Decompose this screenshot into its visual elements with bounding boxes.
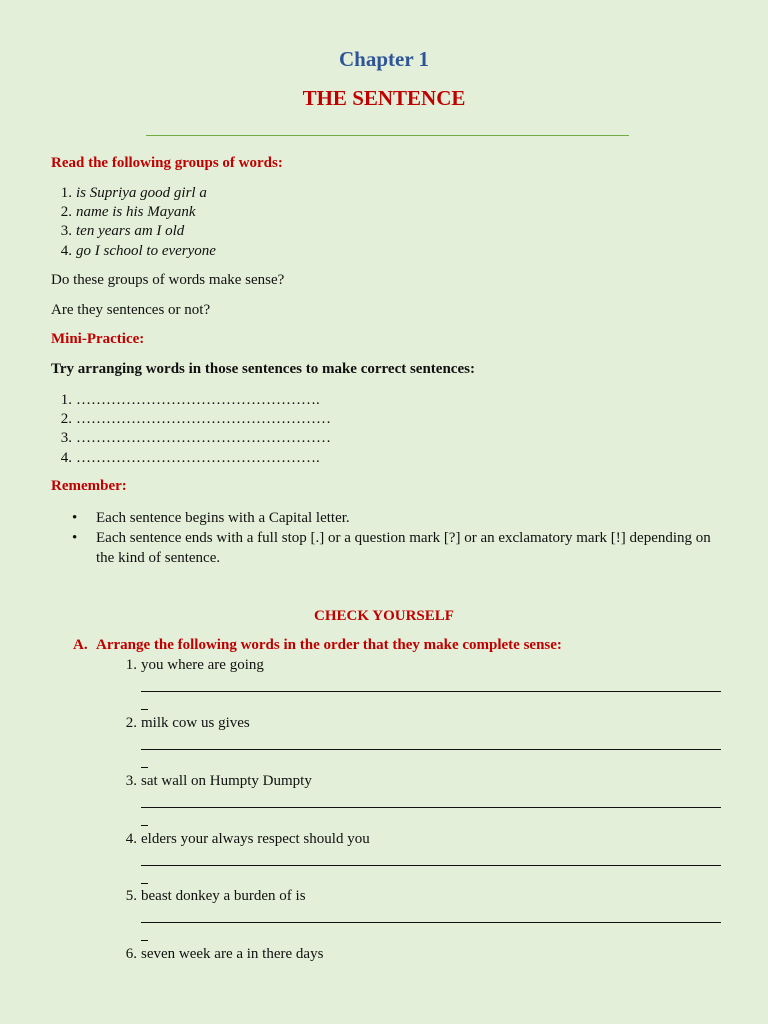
question-sentences: Are they sentences or not? — [51, 302, 211, 318]
exercise-number: 6. — [125, 946, 137, 962]
list-item-number: 1. — [60, 392, 72, 408]
answer-line-tail — [141, 825, 148, 826]
mini-practice-heading: Mini-Practice: — [51, 331, 145, 347]
exercise-words: you where are going — [141, 657, 264, 673]
read-heading: Read the following groups of words: — [51, 155, 283, 171]
question-sense: Do these groups of words make sense? — [51, 272, 285, 288]
exercise-item — [117, 946, 737, 968]
exercise-number: 4. — [125, 831, 137, 847]
list-item-number: 1. — [60, 185, 72, 201]
list-item-number: 3. — [60, 223, 72, 239]
exercise-item — [117, 888, 737, 946]
answer-line-tail — [141, 940, 148, 941]
answer-line[interactable] — [141, 922, 721, 923]
exercise-words: milk cow us gives — [141, 715, 250, 731]
blank-dots: …………………………………………… — [76, 411, 331, 427]
section-a-heading: Arrange the following words in the order that they make complete sense: — [96, 637, 562, 653]
exercise-number: 2. — [125, 715, 137, 731]
list-item-number: 4. — [60, 243, 72, 259]
answer-line-tail — [141, 767, 148, 768]
exercise-item — [117, 657, 737, 715]
exercise-words: sat wall on Humpty Dumpty — [141, 773, 312, 789]
list-item-number: 2. — [60, 411, 72, 427]
bullet-icon: • — [72, 530, 78, 546]
list-item-text: go I school to everyone — [76, 243, 216, 259]
answer-line[interactable] — [141, 807, 721, 808]
exercise-words: seven week are a in there days — [141, 946, 324, 962]
bullet-text: Each sentence begins with a Capital letter. — [96, 510, 350, 526]
blank-dots: …………………………………………. — [76, 450, 320, 466]
exercise-words: elders your always respect should you — [141, 831, 370, 847]
bullet-text: Each sentence ends with a full stop [.] or a question mark [?] or an exclamatory mark [!] depending on the kind of sentence. — [96, 530, 711, 566]
list-item-text: name is his Mayank — [76, 204, 196, 220]
blank-dots: …………………………………………. — [76, 392, 320, 408]
list-item-text: ten years am I old — [76, 223, 185, 239]
check-yourself-title: CHECK YOURSELF — [314, 608, 454, 624]
exercise-number: 5. — [125, 888, 137, 904]
exercise-number: 3. — [125, 773, 137, 789]
list-item-number: 3. — [60, 430, 72, 446]
exercise-item — [117, 715, 737, 773]
exercise-item — [117, 773, 737, 831]
mini-practice-instruction: Try arranging words in those sentences to make correct sentences: — [51, 361, 475, 377]
chapter-number: Chapter 1 — [338, 47, 430, 71]
remember-heading: Remember: — [51, 478, 127, 494]
list-item-text: is Supriya good girl a — [76, 185, 207, 201]
blank-dots: …………………………………………… — [76, 430, 331, 446]
answer-line[interactable] — [141, 865, 721, 866]
exercise-number: 1. — [125, 657, 137, 673]
title-divider — [146, 135, 629, 136]
list-item-number: 2. — [60, 204, 72, 220]
section-a-label: A. — [73, 637, 88, 653]
answer-line-tail — [141, 883, 148, 884]
exercise-words: beast donkey a burden of is — [141, 888, 306, 904]
list-item-number: 4. — [60, 450, 72, 466]
exercise-item — [117, 831, 737, 889]
chapter-title: THE SENTENCE — [302, 86, 466, 110]
bullet-icon: • — [72, 510, 78, 526]
answer-line-tail — [141, 709, 148, 710]
answer-line[interactable] — [141, 749, 721, 750]
answer-line[interactable] — [141, 691, 721, 692]
